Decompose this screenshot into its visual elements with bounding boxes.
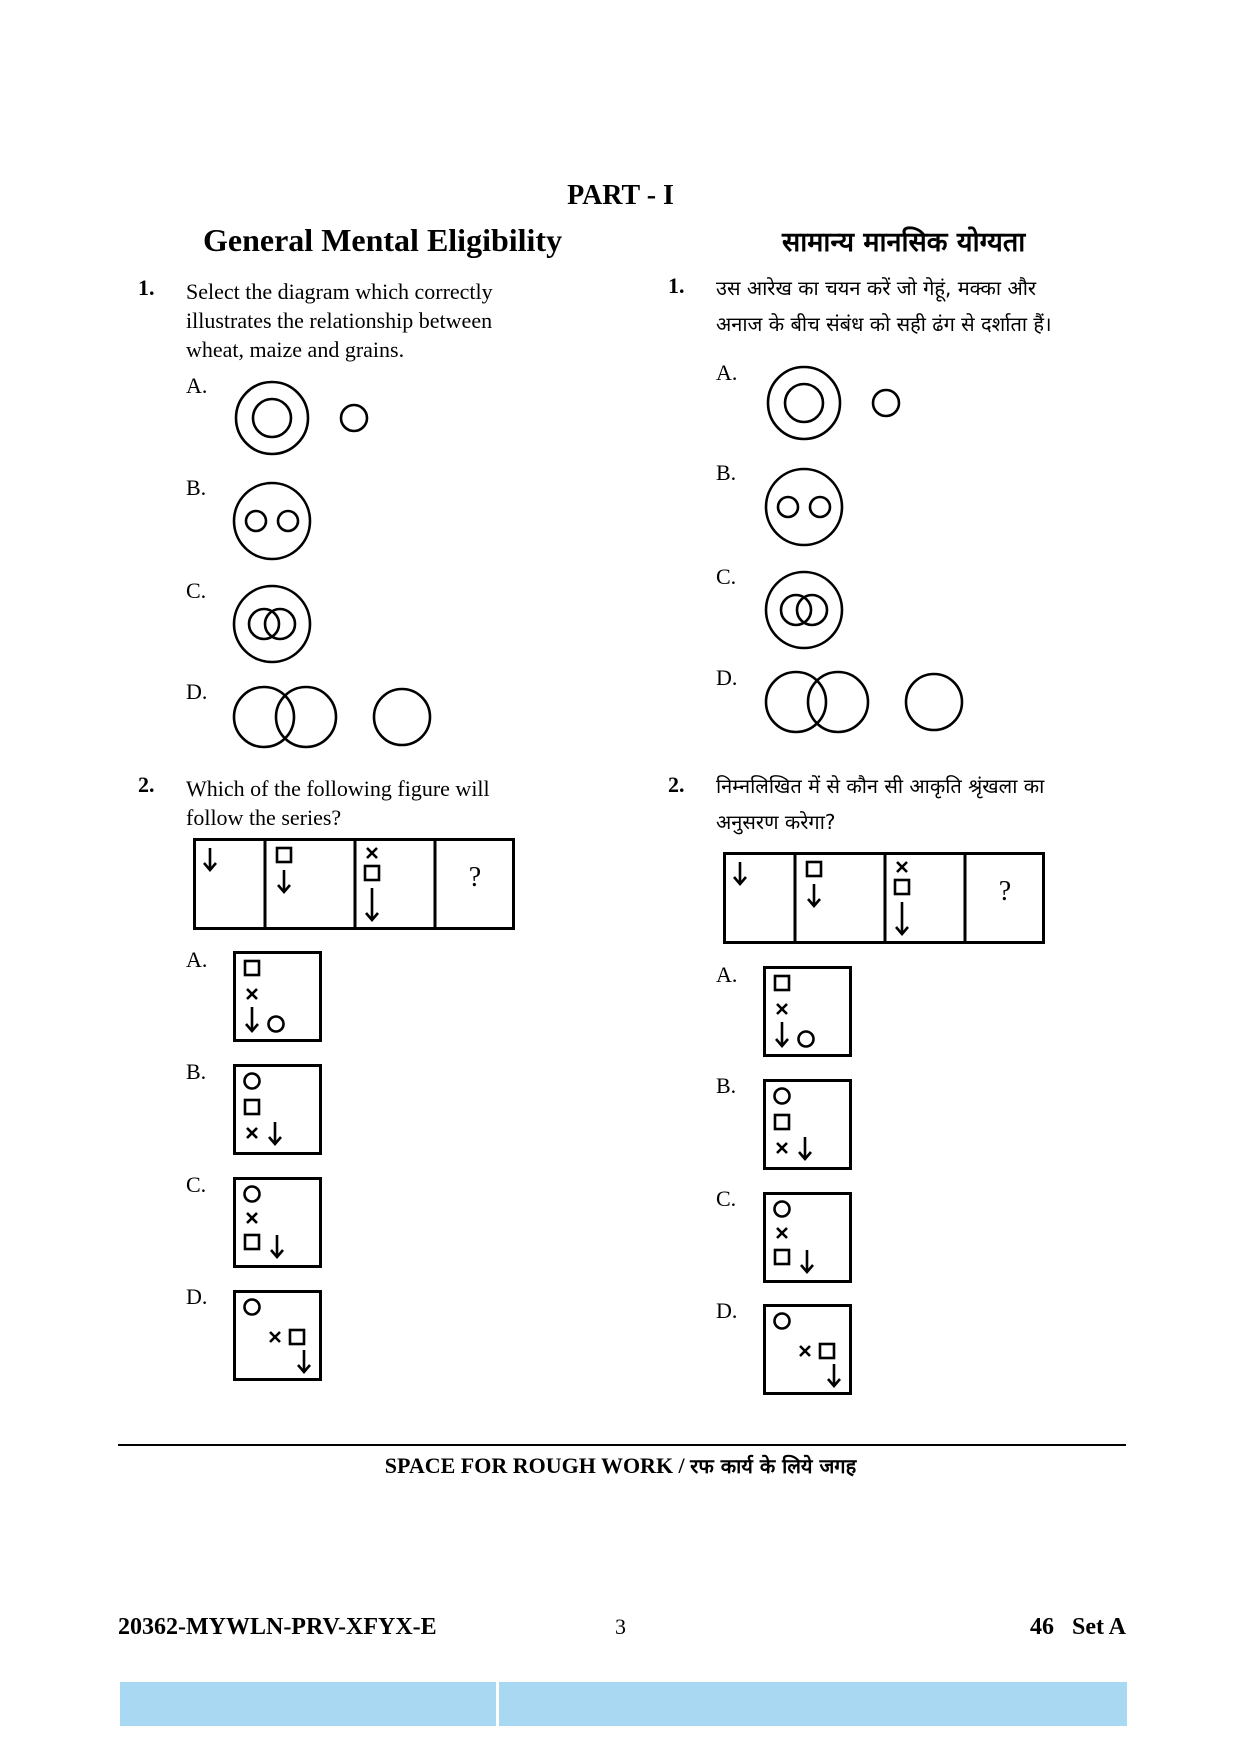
- rough-work-label: [0, 1452, 1241, 1479]
- footer-bar-right: [499, 1682, 1127, 1726]
- arrow-down-icon: [734, 862, 746, 884]
- square-icon: [895, 880, 909, 894]
- q1-option-d-diagram-hi: [764, 670, 964, 734]
- square-icon: [277, 848, 291, 862]
- arrow-down-icon: [366, 888, 378, 920]
- arrow-down-icon: [896, 902, 908, 934]
- q2-option-d-figure-en: [233, 1290, 323, 1382]
- rough-work-label-hi: रफ कार्य के लिये जगह: [690, 1454, 857, 1478]
- q1-option-c-diagram-en: [232, 584, 312, 664]
- arrow-down-icon: [204, 848, 216, 870]
- q1-option-a-diagram-hi: [764, 365, 894, 441]
- q2-option-d-label-hi: D.: [716, 1298, 738, 1323]
- arrow-down-icon: [808, 884, 820, 906]
- square-icon: [365, 866, 379, 880]
- question-2-number-en: 2.: [138, 772, 155, 797]
- section-title-hindi: सामान्य मानसिक योग्यता: [782, 227, 1026, 258]
- q2-question-mark-en: ?: [468, 862, 482, 893]
- question-2-text-hi: [716, 768, 1044, 840]
- q1-option-d-diagram-en: [232, 685, 432, 749]
- question-2-number-hi: 2.: [668, 772, 685, 797]
- set-label: 46 Set A: [1030, 1614, 1126, 1640]
- question-1-line: illustrates the relationship between: [186, 308, 493, 333]
- square-icon: [807, 862, 821, 876]
- q2-question-mark-hi: ?: [998, 876, 1012, 907]
- question-1-line: wheat, maize and grains.: [186, 337, 405, 362]
- question-1-number-en: 1.: [138, 275, 155, 300]
- question-2-line: follow the series?: [186, 805, 342, 830]
- q2-option-b-label-hi: B.: [716, 1073, 737, 1098]
- question-1-line: Select the diagram which correctly: [186, 279, 493, 304]
- q1-option-c-label-en: C.: [186, 578, 207, 603]
- question-2-line: अनुसरण करेगा?: [716, 810, 836, 834]
- page-number: 3: [615, 1614, 626, 1639]
- q2-option-c-label-hi: C.: [716, 1186, 737, 1211]
- q2-option-c-figure-en: [233, 1177, 323, 1269]
- q1-option-c-label-hi: C.: [716, 564, 737, 589]
- question-1-text-hi: [716, 270, 1052, 342]
- section-title-english: General Mental Eligibility: [203, 222, 563, 258]
- q2-option-b-label-en: B.: [186, 1059, 207, 1084]
- question-1-number-hi: 1.: [668, 273, 685, 298]
- q2-option-d-figure-hi: [763, 1304, 853, 1396]
- q2-option-b-figure-en: [233, 1064, 323, 1156]
- q2-option-a-label-en: A.: [186, 947, 208, 972]
- cross-icon: [367, 848, 377, 858]
- q1-option-d-label-en: D.: [186, 679, 208, 704]
- arrow-down-icon: [278, 870, 290, 892]
- q2-option-a-figure-hi: [763, 966, 853, 1058]
- q1-option-a-diagram-en: [232, 380, 362, 456]
- cross-icon: [897, 862, 907, 872]
- q2-option-b-figure-hi: [763, 1079, 853, 1171]
- question-1-line: अनाज के बीच संबंध को सही ढंग से दर्शाता हैं।: [716, 312, 1052, 336]
- q2-option-c-figure-hi: [763, 1192, 853, 1284]
- q1-option-b-diagram-hi: [764, 467, 844, 547]
- q1-option-a-label-en: A.: [186, 373, 208, 398]
- q1-option-b-diagram-en: [232, 481, 312, 561]
- part-title: PART - I: [567, 180, 674, 211]
- q2-option-a-figure-en: [233, 951, 323, 1043]
- q1-option-c-diagram-hi: [764, 570, 844, 650]
- q2-option-d-label-en: D.: [186, 1284, 208, 1309]
- question-2-line: निम्नलिखित में से कौन सी आकृति श्रृंखला का: [716, 774, 1045, 798]
- booklet-code: 20362-MYWLN-PRV-XFYX-E: [118, 1614, 437, 1640]
- rough-work-label-en: SPACE FOR ROUGH WORK /: [384, 1453, 691, 1478]
- footer-bar-left: [120, 1682, 496, 1726]
- question-1-text-en: [186, 277, 493, 364]
- q2-option-c-label-en: C.: [186, 1172, 207, 1197]
- rough-work-divider: [118, 1444, 1126, 1446]
- q1-option-a-label-hi: A.: [716, 360, 738, 385]
- question-2-line: Which of the following figure will: [186, 776, 490, 801]
- q2-option-a-label-hi: A.: [716, 962, 738, 987]
- question-1-line: उस आरेख का चयन करें जो गेहूं, मक्का और: [716, 276, 1037, 300]
- q1-option-b-label-en: B.: [186, 475, 207, 500]
- question-2-text-en: [186, 774, 490, 832]
- q1-option-d-label-hi: D.: [716, 665, 738, 690]
- q1-option-b-label-hi: B.: [716, 460, 737, 485]
